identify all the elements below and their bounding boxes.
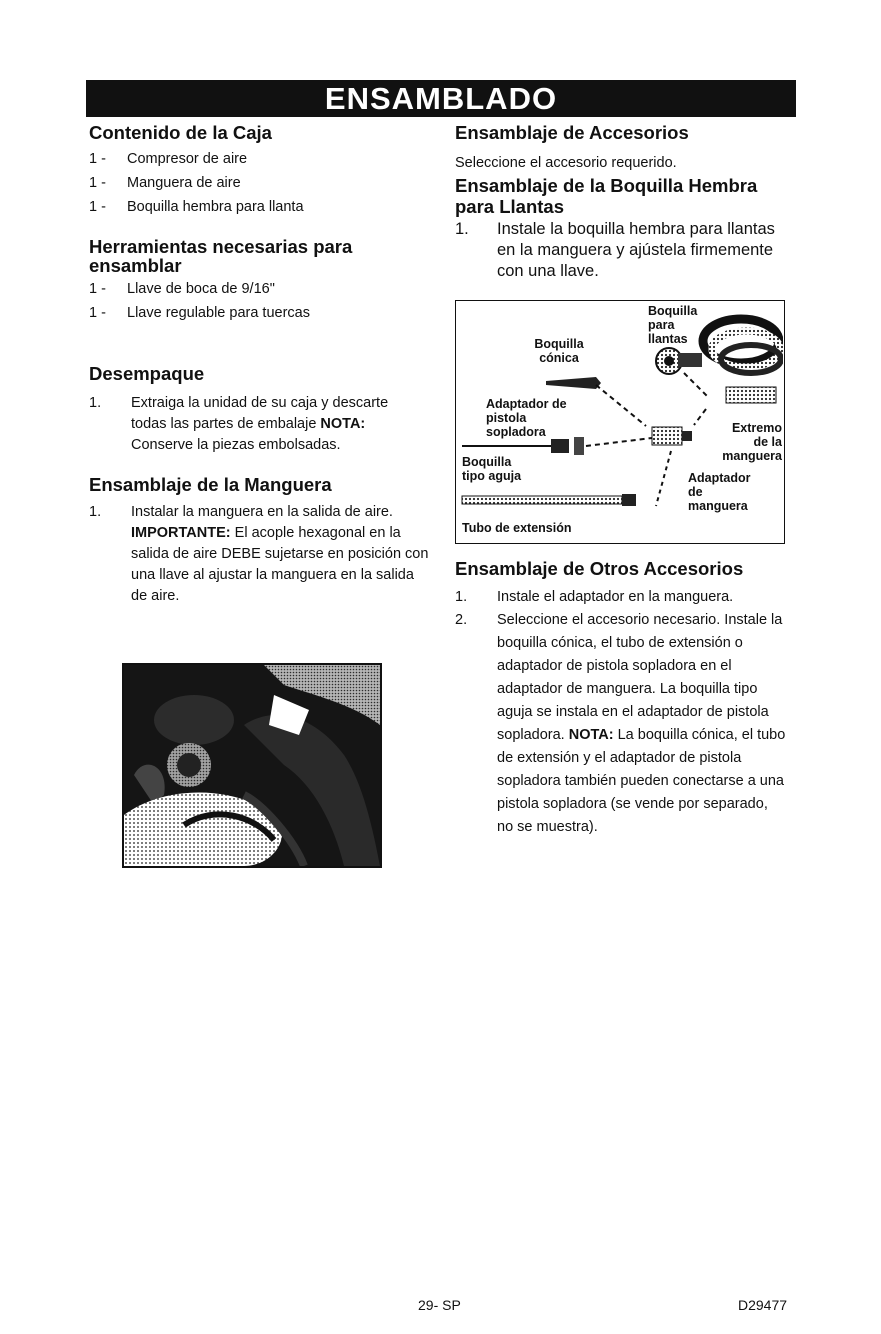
chuck-title: Ensamblaje de la Boquilla Hembra para Llantas [455, 175, 758, 217]
list-item: 1. Instale el adaptador en la manguera. [455, 589, 734, 605]
tools-list [89, 277, 434, 325]
list-item: 1. Instale la boquilla hembra para llantas en la manguera y ajústela firmemente con una llave. [455, 220, 775, 280]
box-contents-list [89, 147, 434, 219]
list-item: 1 - Compresor de aire [89, 151, 248, 167]
unpack-list [89, 393, 434, 456]
other-accessories-list [455, 586, 795, 839]
hose-end-icon [726, 387, 776, 403]
other-accessories-title: Ensamblaje de Otros Accesorios [455, 558, 744, 579]
tire-chuck-icon [656, 348, 702, 374]
label-hose-end: Extremo de la manguera [722, 421, 782, 463]
chuck-list [455, 219, 800, 282]
label-tire-chuck: Boquilla para llantas [648, 304, 698, 346]
accessories-diagram [455, 300, 785, 544]
list-item: 2. Seleccione el accesorio necesario. Instale la boquilla cónica, el tubo de extensión o adaptador de pistola sopladora en el adaptador de manguera. La boquilla tipo aguja se instala en el adaptador de pistola sopladora. NOTA: La boquilla cónica, el tubo de extensión y el adaptador de pistola sopladora también pueden conectarse a una pistola sopladora (se vende por separado, no se muestra). [455, 612, 786, 835]
blowgun-adapter-icon [551, 437, 584, 455]
page-number: 29- SP [418, 1297, 461, 1313]
label-hose-adapter: Adaptador de manguera [688, 471, 751, 513]
label-conical-nozzle: Boquilla cónica [534, 337, 584, 365]
section-banner: ENSAMBLADO [86, 80, 796, 117]
unpack-title: Desempaque [89, 363, 205, 384]
label-blowgun-adapter: Adaptador de pistola sopladora [486, 397, 567, 439]
left-column [89, 122, 434, 607]
label-extension-tube: Tubo de extensión [462, 521, 572, 535]
accessories-title: Ensamblaje de Accesorios [455, 122, 689, 143]
list-item: 1. Extraiga la unidad de su caja y descarte todas las partes de embalaje NOTA: Conserve la piezas embolsadas. [89, 395, 389, 453]
list-item: 1 - Manguera de aire [89, 175, 241, 191]
list-item: 1 - Llave de boca de 9/16" [89, 281, 275, 297]
list-item: 1 - Boquilla hembra para llanta [89, 199, 304, 215]
conical-nozzle-icon [546, 377, 601, 389]
list-item: 1. Instalar la manguera en la salida de aire. IMPORTANTE: El acople hexagonal en la salida de aire DEBE sujetarse en posición con una llave al ajustar la manguera en la salida de aire. [89, 504, 429, 604]
other-accessories-section [455, 558, 795, 839]
hose-list [89, 502, 434, 607]
right-column [455, 122, 800, 282]
box-contents-title: Contenido de la Caja [89, 122, 272, 143]
list-item: 1 - Llave regulable para tuercas [89, 305, 310, 321]
label-needle-nozzle: Boquilla tipo aguja [462, 455, 522, 483]
hose-adapter-icon [652, 427, 692, 445]
extension-tube-icon [462, 494, 636, 506]
hose-outlet-photo [122, 663, 382, 868]
accessories-text: Seleccione el accesorio requerido. [455, 155, 677, 171]
hose-coil-icon [703, 319, 781, 373]
document-code: D29477 [738, 1297, 788, 1313]
tools-title: Herramientas necesarias para ensamblar [89, 236, 353, 276]
hose-title: Ensamblaje de la Manguera [89, 474, 332, 495]
